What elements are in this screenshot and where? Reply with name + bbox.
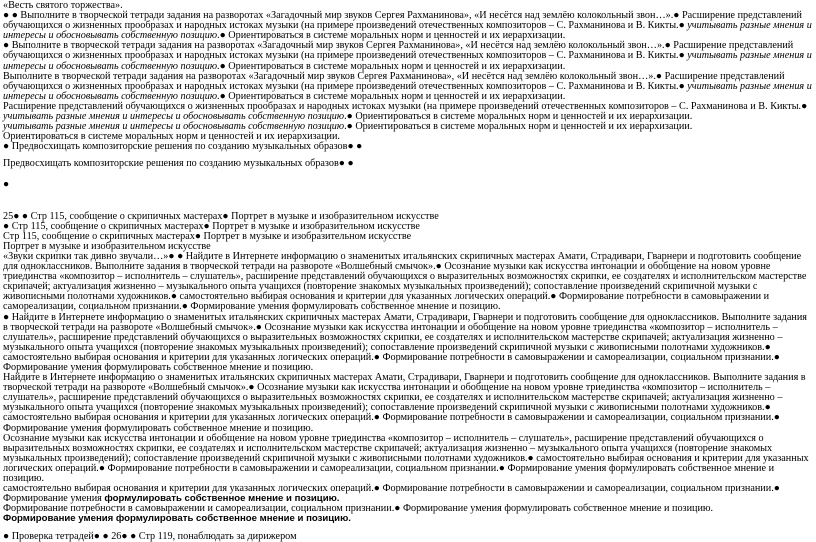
bold-text: формулировать собственное мнение и позицию. <box>104 493 340 505</box>
paragraph-text: Выполните в творческой тетради задания на разворотах «Загадочный мир звуков Сергея Рахманинова», «И несётся над землёю колокольный звон…».● Расширение представлений обучающихся о жизненных прообразах и народных истоках музыки (на примере произведений отечественных композиторов – С. Рахманинова и В. Кикты.● <box>3 70 785 92</box>
text-line: Портрет в музыке и изобразительном искусстве <box>3 240 211 252</box>
text-line: Формирование потребности в самовыражении и самореализации, социальном признании.● Формирование умения формулировать собственное мнение и позицию. <box>3 503 714 515</box>
paragraph-text: самостоятельно выбирая основания и критерии для указанных логических операций.● Формирование потребности в самовыражении и самореализации, социальном признании.● Формирование умения <box>3 483 780 505</box>
paragraph-task-1 <box>3 11 813 41</box>
bullet-marker: ● <box>3 178 10 190</box>
paragraph-task-3 <box>3 72 813 102</box>
italic-text: учитывать разные мнения и интересы и обосновывать собственную позицию <box>3 80 812 102</box>
paragraph-text: Расширение представлений обучающихся о жизненных прообразах и народных истоках музыки (на примере произведений отечественных композиторов – С. Рахманинова и В. Кикты.● <box>3 100 808 112</box>
paragraph-text: .● Ориентироваться в системе моральных норм и ценностей и их иерархизации. <box>344 121 693 133</box>
paragraph-violin-3: Найдите в Интернете информацию о знаменитых итальянских скрипичных мастерах Амати, Страдивари, Гварнери и подготовить сообщение для одноклассников. Выполните задания в творческой тетради на развороте «Волшебный смычок».● Осознание музыки как искусства интонации и обобщение на новом уровне триединства «композитор – исполнитель – слушатель», расширение представлений обучающихся о выразительных возможностях скрипки, ее создателях и исполнительском мастерстве скрипачей; актуализация жизненно – музыкального опыта учащихся (повторение знакомых музыкальных произведений); сопоставление произведений скрипичной музыки с живописными полотнами художников.● самостоятельно выбирая основания и критерии для указанных логических операций.● Формирование потребности в самовыражении и самореализации, социальном признании.● Формирование умения формулировать собственное мнение и позицию. <box>3 372 806 434</box>
italic-text: учитывать разные мнения и интересы и обосновывать собственную позицию <box>3 50 812 72</box>
text-line: Предвосхищать композиторские решения по созданию музыкальных образов● ● <box>3 158 354 170</box>
paragraph-violin-2: ● Найдите в Интернете информацию о знаменитых итальянских скрипичных мастерах Амати, Страдивари, Гварнери и подготовить сообщение для одноклассников. Выполните задания в творческой тетради на развороте «Волшебный смычок».● Осознание музыки как искусства интонации и обобщение на новом уровне триединства «композитор – исполнитель – слушатель», расширение представлений обучающихся о выразительных возможностях скрипки, ее создателях и исполнительском мастерстве скрипачей; актуализация жизненно – музыкального опыта учащихся (повторение знакомых музыкальных произведений); сопоставление произведений скрипичной музыки с живописными полотнами художников.● самостоятельно выбирая основания и критерии для указанных логических операций.● Формирование потребности в самовыражении и самореализации, социальном признании.● Формирование умения формулировать собственное мнение и позицию. <box>3 311 807 373</box>
text-line: Ориентироваться в системе моральных норм и ценностей и их иерархизации. <box>3 131 340 143</box>
paragraph-task-2 <box>3 41 813 71</box>
paragraph-violin-5 <box>3 484 813 504</box>
paragraph-violin-4: Осознание музыки как искусства интонации и обобщение на новом уровне триединства «композитор – исполнитель – слушатель», расширение представлений обучающихся о выразительных возможностях скрипки, ее создателях и исполнительском мастерстве скрипачей; актуализация жизненно – музыкального опыта учащихся (повторение знакомых музыкальных произведений); сопоставление произведений скрипичной музыки с живописными полотнами художников.● самостоятельно выбирая основания и критерии для указанных логических операций.● Формирование потребности в самовыражении и самореализации, социальном признании.● Формирование умения формулировать собственное мнение и позицию. <box>3 432 809 485</box>
paragraph-violin-1: «Звуки скрипки так дивно звучали…»● ● Найдите в Интернете информацию о знаменитых итальянских скрипичных мастерах Амати, Страдивари, Гварнери и подготовить сообщение для одноклассников. Выполните задания в творческой тетради на развороте «Волшебный смычок».● Осознание музыки как искусства интонации и обобщение на новом уровне триединства «композитор – исполнитель – слушатель», расширение представлений обучающихся о выразительных возможностях скрипки, ее создателях и исполнительском мастерстве скрипачей; актуализация жизненно – музыкального опыта учащихся (повторение знакомых музыкальных произведений); сопоставление произведений скрипичной музыки с живописными полотнами художников.● самостоятельно выбирая основания и критерии для указанных логических операций.● Формирование потребности в самовыражении и самореализации, социальном признании.● Формирование умения формулировать собственное мнение и позицию. <box>3 250 807 313</box>
bold-text-line: Формирование умения формулировать собственное мнение и позицию. <box>3 513 351 525</box>
paragraph-text: ● ● Выполните в творческой тетради задания на разворотах «Загадочный мир звуков Сергея Рахманинова», «И несётся над землёю колокольный звон…».● Расширение представлений обучающихся о жизненных прообразах и народных истоках музыки (на примере произведений отечественных композиторов – С. Рахманинова и В. Кикты.● <box>3 10 802 32</box>
italic-text: учитывать разные мнения и интересы и обосновывать собственную позицию <box>3 20 812 42</box>
italic-text: учитывать разные мнения и интересы и обосновывать собственную позицию <box>3 111 345 123</box>
italic-text: учитывать разные мнения и интересы и обосновывать собственную позицию <box>3 121 345 133</box>
text-line: ● Проверка тетрадей● ● 26● ● Стр 119, понаблюдать за дирижером <box>3 530 297 542</box>
text-line: 25● ● Стр 115, сообщение о скрипичных мастерах● Портрет в музыке и изобразительном искусстве <box>3 210 439 222</box>
paragraph-text: .● Ориентироваться в системе моральных норм и ценностей и их иерархизации. <box>344 111 693 123</box>
text-line: ● Предвосхищать композиторские решения по созданию музыкальных образов● ● <box>3 141 363 153</box>
paragraph-text: .● Ориентироваться в системе моральных норм и ценностей и их иерархизации. <box>217 90 566 102</box>
paragraph-text: ● Выполните в творческой тетради задания на разворотах «Загадочный мир звуков Сергея Рахманинова», «И несётся над землёю колокольный звон…».● Расширение представлений обучающихся о жизненных прообразах и народных истоках музыки (на примере произведений отечественных композиторов – С. Рахманинова и В. Кикты.● <box>3 40 794 62</box>
paragraph-text: .● Ориентироваться в системе моральных норм и ценностей и их иерархизации. <box>217 60 566 72</box>
text-line-title: «Весть святого торжества». <box>3 0 123 11</box>
paragraph-text: .● Ориентироваться в системе моральных норм и ценностей и их иерархизации. <box>217 30 566 42</box>
text-line: Стр 115, сообщение о скрипичных мастерах● Портрет в музыке и изобразительном искусстве <box>3 230 412 242</box>
text-line: ● Стр 115, сообщение о скрипичных мастерах● Портрет в музыке и изобразительном искусстве <box>3 220 420 232</box>
paragraph-task-4 <box>3 102 813 122</box>
